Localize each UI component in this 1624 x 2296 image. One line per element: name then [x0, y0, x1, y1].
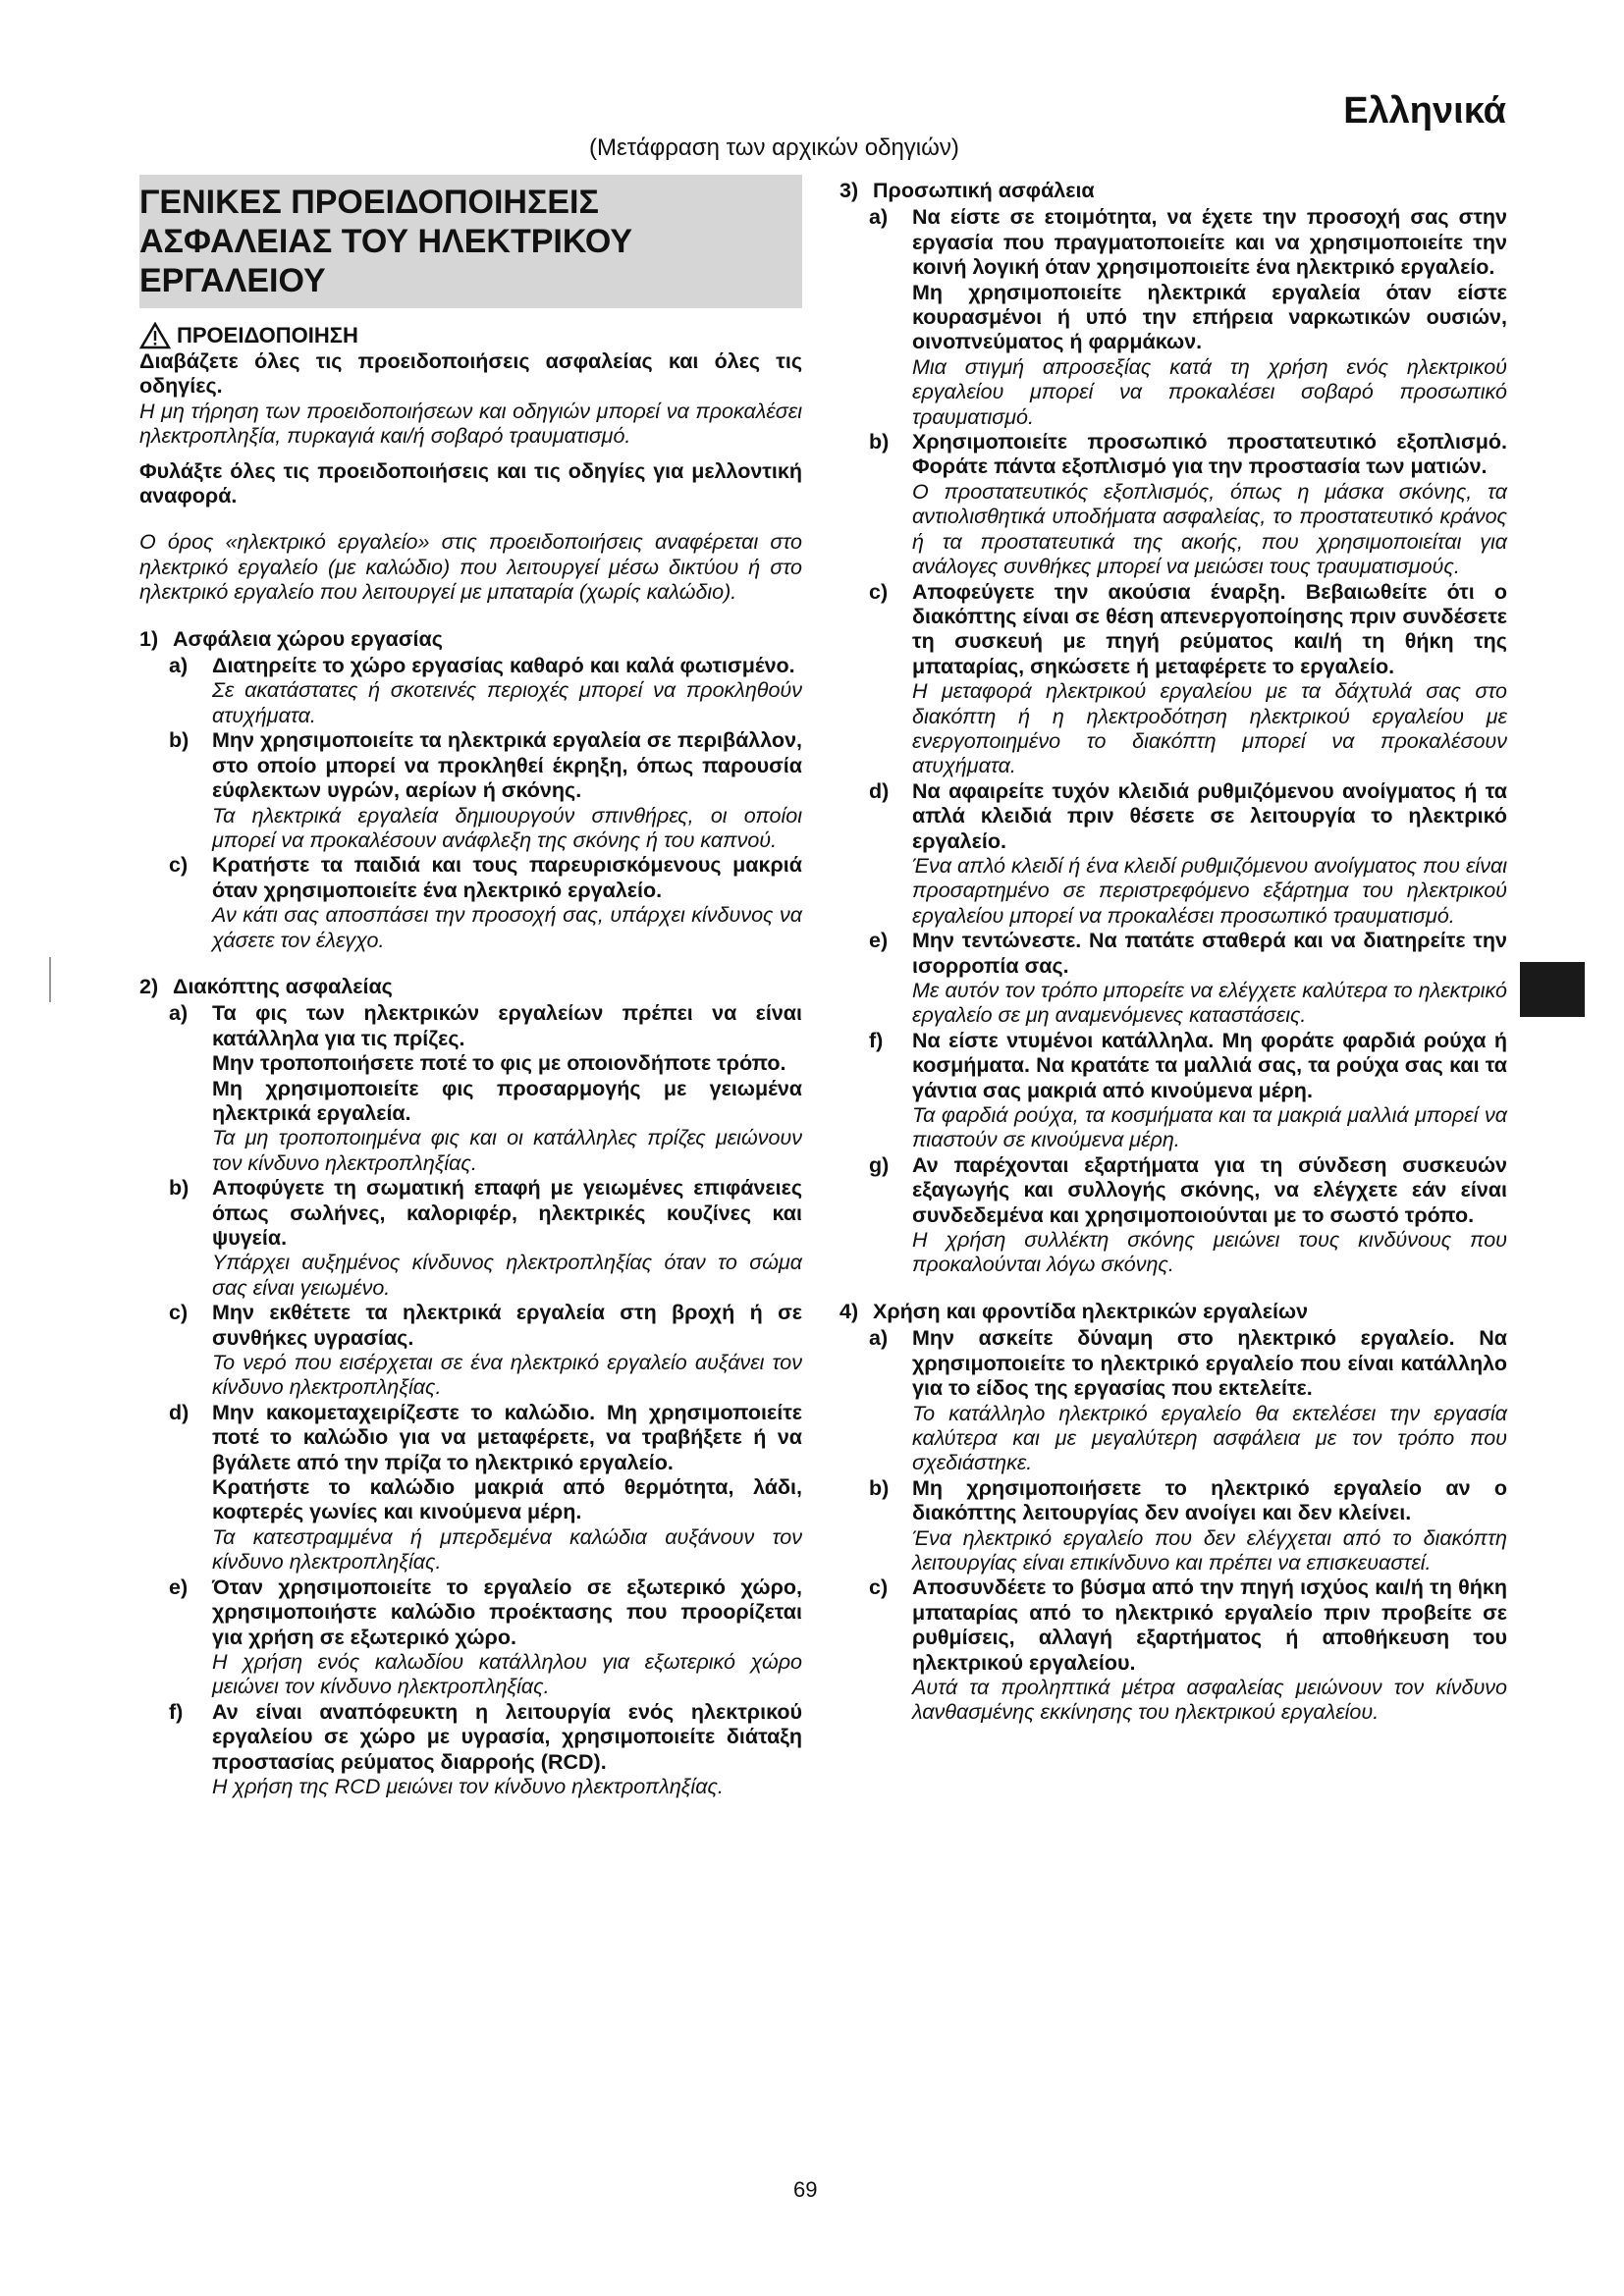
warning-keep: Φυλάξτε όλες τις προειδοποιήσεις και τις οδηγίες για μελλοντική αναφορά. — [139, 458, 802, 508]
warning-heading — [139, 322, 802, 349]
item-instruction: Μην τεντώνεστε. Να πατάτε σταθερά και να διατηρείτε την ισορροπία σας. — [912, 929, 1507, 978]
item-letter: g) — [869, 1152, 890, 1177]
item-explanation: Αν κάτι σας αποσπάσει την προσοχή σας, υπάρχει κίνδυνος να χάσετε τον έλεγχο. — [212, 903, 802, 952]
item-letter: c) — [169, 1301, 189, 1325]
warning-label: ΠΡΟΕΙΔΟΠΟΙΗΣΗ — [177, 323, 358, 348]
list-item — [869, 929, 1507, 1029]
item-letter: b) — [869, 1475, 890, 1500]
item-instruction: Μην τροποποιήσετε ποτέ το φις με οποιονδήποτε τρόπο. — [212, 1051, 786, 1076]
item-letter: b) — [169, 728, 189, 753]
item-instruction: Χρησιμοποιείτε προσωπικό προστατευτικό εξοπλισμό. Φοράτε πάντα εξοπλισμό για την προστασία των ματιών. — [912, 430, 1507, 479]
item-instruction: Αποφύγετε τη σωματική επαφή με γειωμένες επιφάνειες όπως σωλήνες, καλοριφέρ, ηλεκτρικές κουζίνες και ψυγεία. — [212, 1176, 802, 1250]
item-explanation: Ένα απλό κλειδί ή ένα κλειδί ρυθμιζόμενου ανοίγματος που είναι προσαρτημένο σε περιστρεφόμενο εξάρτημα του ηλεκτρικού εργαλείου μπορεί να προκαλέσει προσωπικό τραυματισμό. — [912, 853, 1507, 928]
item-explanation: Τα φαρδιά ρούχα, τα κοσμήματα και τα μακριά μαλλιά μπορεί να πιαστούν σε κινούμενα μέρη. — [912, 1103, 1507, 1152]
item-instruction: Όταν χρησιμοποιείτε το εργαλείο σε εξωτερικό χώρο, χρησιμοποιήστε καλώδιο προέκτασης που προορίζεται για χρήση σε εξωτερικό χώρο. — [212, 1575, 802, 1649]
item-explanation: Υπάρχει αυξημένος κίνδυνος ηλεκτροπληξίας όταν το σώμα σας είναι γειωμένο. — [212, 1251, 802, 1300]
list-item — [869, 580, 1507, 779]
list-item — [869, 1029, 1507, 1153]
item-letter: b) — [169, 1176, 189, 1201]
item-instruction: Αν παρέχονται εξαρτήματα για τη σύνδεση συσκευών εξαγωγής και συλλογής σκόνης, να ελέγχετε εάν είναι συνδεδεμένα και χρησιμοποιούνται με το σωστό τρόπο. — [912, 1152, 1507, 1227]
list-item — [869, 1476, 1507, 1576]
item-instruction: Μην κακομεταχειρίζεστε το καλώδιο. Μη χρησιμοποιείτε ποτέ το καλώδιο για να μεταφέρετε, να τραβήξετε ή να βγάλετε από την πρίζα το ηλεκτρικό εργαλείο. — [212, 1400, 802, 1474]
list-item — [169, 1700, 802, 1800]
item-instruction: Μην εκθέτετε τα ηλεκτρικά εργαλεία στη βροχή ή σε συνθήκες υγρασίας. — [212, 1301, 802, 1350]
item-instruction: Μη χρησιμοποιήσετε το ηλεκτρικό εργαλείο αν ο διακόπτης λειτουργίας δεν ανοίγει και δεν κλείνει. — [912, 1475, 1507, 1525]
section-title — [139, 175, 802, 308]
item-instruction: Να αφαιρείτε τυχόν κλειδιά ρυθμιζόμενου ανοίγματος ή τα απλά κλειδιά πριν θέσετε σε λειτουργία το ηλεκτρικό εργαλείο. — [912, 778, 1507, 853]
item-letter: a) — [869, 205, 889, 230]
list-item — [169, 1575, 802, 1700]
item-instruction: Μην ασκείτε δύναμη στο ηλεκτρικό εργαλείο. Να χρησιμοποιείτε το ηλεκτρικό εργαλείο που είναι κατάλληλο για το είδος της εργασίας που εκτελείτε. — [912, 1326, 1507, 1401]
page-number: 69 — [793, 2177, 818, 2202]
item-explanation: Τα κατεστραμμένα ή μπερδεμένα καλώδια αυξάνουν τον κίνδυνο ηλεκτροπληξίας. — [212, 1524, 802, 1575]
item-explanation: Η χρήση συλλέκτη σκόνης μειώνει τους κινδύνους που προκαλούνται λόγω σκόνης. — [912, 1228, 1507, 1277]
item-instruction: Αν είναι αναπόφευκτη η λειτουργία ενός ηλεκτρικού εργαλείου σε χώρο με υγρασία, χρησιμοποιείτε διάταξη προστασίας ρεύματος διαρροής (RCD). — [212, 1699, 802, 1774]
item-instruction: Μη χρησιμοποιείτε φις προσαρμογής με γειωμένα ηλεκτρικά εργαλεία. — [212, 1076, 802, 1125]
item-letter: a) — [169, 654, 189, 678]
item-letter: d) — [169, 1400, 189, 1424]
item-instruction: Να είστε ντυμένοι κατάλληλα. Μη φοράτε φαρδιά ρούχα ή κοσμήματα. Να κρατάτε τα μαλλιά σας, τα ρούχα σας και τα γάντια σας μακριά από κινούμενα μέρη. — [912, 1028, 1507, 1102]
list-item — [169, 1301, 802, 1401]
item-instruction: Μη χρησιμοποιείτε ηλεκτρικά εργαλεία όταν είστε κουρασμένοι ή υπό την επήρεια ναρκωτικών ουσιών, οινοπνεύματος ή φαρμάκων. — [912, 280, 1507, 354]
list-item — [869, 205, 1507, 430]
item-letter: a) — [869, 1326, 889, 1351]
section-title-text: Διακόπτης ασφαλείας — [173, 974, 393, 998]
warning-definition: Ο όρος «ηλεκτρικό εργαλείο» στις προειδοποιήσεις αναφέρεται στο ηλεκτρικό εργαλείο (με καλώδιο) που λειτουργεί μέσω δικτύου ή στο ηλεκτρικό εργαλείο που λειτουργεί με μπαταρία (χωρίς καλώδιο). — [139, 530, 802, 605]
item-letter: d) — [869, 778, 890, 803]
list-item — [169, 1401, 802, 1575]
list-item — [169, 728, 802, 853]
item-explanation: Αυτά τα προληπτικά μέτρα ασφαλείας μειώνουν τον κίνδυνο λανθασμένης εκκίνησης του ηλεκτρικού εργαλείου. — [912, 1675, 1507, 1725]
item-explanation: Σε ακατάστατες ή σκοτεινές περιοχές μπορεί να προκληθούν ατυχήματα. — [212, 678, 802, 727]
item-instruction: Να είστε σε ετοιμότητα, να έχετε την προσοχή σας στην εργασία που πραγματοποιείτε και να χρησιμοποιείτε την κοινή λογική όταν χρησιμοποιείτε ένα ηλεκτρικό εργαλείο. — [912, 205, 1507, 280]
list-item — [869, 1575, 1507, 1725]
item-letter: f) — [869, 1028, 884, 1052]
item-letter: c) — [869, 1575, 889, 1600]
section-2-heading — [139, 975, 802, 999]
list-item — [169, 853, 802, 953]
item-explanation: Το κατάλληλο ηλεκτρικό εργαλείο θα εκτελέσει την εργασία καλύτερα και με μεγαλύτερη ασφάλεια με τον τρόπο που σχεδιάστηκε. — [912, 1401, 1507, 1475]
item-letter: b) — [869, 430, 890, 454]
list-item — [169, 654, 802, 728]
item-explanation: Ένα ηλεκτρικό εργαλείο που δεν ελέγχεται από το διακόπτη λειτουργίας είναι επικίνδυνο και πρέπει να επισκευαστεί. — [912, 1525, 1507, 1575]
item-letter: c) — [869, 579, 889, 604]
item-explanation: Μια στιγμή απροσεξίας κατά τη χρήση ενός ηλεκτρικού εργαλείου μπορεί να προκαλέσει σοβαρό προσωπικό τραυματισμό. — [912, 354, 1507, 429]
item-letter: e) — [169, 1575, 189, 1599]
item-explanation: Η μεταφορά ηλεκτρικού εργαλείου με τα δάχτυλά σας στο διακόπτη ή η ηλεκτροδότηση ηλεκτρικού εργαλείου με ενεργοποιημένο το διακόπτη μπορεί να προκαλέσουν ατυχήματα. — [912, 679, 1507, 778]
section-title-text: Ασφάλεια χώρου εργασίας — [173, 626, 443, 651]
warning-read-all: Διαβάζετε όλες τις προειδοποιήσεις ασφαλείας και όλες τις οδηγίες. — [139, 349, 802, 399]
item-explanation: Με αυτόν τον τρόπο μπορείτε να ελέγχετε καλύτερα το ηλεκτρικό εργαλείο σε μη αναμενόμενες καταστάσεις. — [912, 979, 1507, 1028]
list-item — [169, 1001, 802, 1176]
language-heading: Ελληνικά — [1343, 90, 1506, 132]
section-4-heading — [839, 1300, 1507, 1324]
list-item — [869, 430, 1507, 579]
list-item — [869, 1326, 1507, 1475]
section-number: 4) — [839, 1299, 859, 1323]
language-tab-marker — [1520, 962, 1585, 1017]
item-letter: c) — [169, 853, 189, 878]
list-item — [869, 779, 1507, 929]
right-column — [839, 175, 1507, 1726]
title-line: ΑΣΦΑΛΕΙΑΣ ΤΟΥ ΗΛΕΚΤΡΙΚΟΥ — [139, 223, 633, 260]
item-instruction: Μην χρησιμοποιείτε τα ηλεκτρικά εργαλεία σε περιβάλλον, στο οποίο μπορεί να προκληθεί έκρηξη, όπως παρουσία εύφλεκτων υγρών, αερίων ή σκόνης. — [212, 728, 802, 803]
item-instruction: Διατηρείτε το χώρο εργασίας καθαρό και καλά φωτισμένο. — [212, 654, 795, 678]
section-title-text: Χρήση και φροντίδα ηλεκτρικών εργαλείων — [873, 1299, 1309, 1323]
list-item — [869, 1153, 1507, 1278]
item-letter: f) — [169, 1699, 184, 1724]
item-instruction: Κρατήστε το καλώδιο μακριά από θερμότητα, λάδι, κοφτερές γωνίες και κινούμενα μέρη. — [212, 1475, 802, 1524]
item-explanation: Το νερό που εισέρχεται σε ένα ηλεκτρικό εργαλείο αυξάνει τον κίνδυνο ηλεκτροπληξίας. — [212, 1351, 802, 1400]
warning-triangle-icon — [139, 322, 171, 349]
item-explanation: Ο προστατευτικός εξοπλισμός, όπως η μάσκα σκόνης, τα αντιολισθητικά υποδήματα ασφαλείας, το προστατευτικό κράνος ή τα προστατευτικά της ακοής, που χρησιμοποιείται για ανάλογες συνθήκες μπορεί να μειώσει τους τραυματισμούς. — [912, 479, 1507, 579]
item-letter: e) — [869, 929, 889, 953]
item-explanation: Η χρήση ενός καλωδίου κατάλληλου για εξωτερικό χώρο μειώνει τον κίνδυνο ηλεκτροπληξίας. — [212, 1649, 802, 1699]
item-instruction: Τα φις των ηλεκτρικών εργαλείων πρέπει να είναι κατάλληλα για τις πρίζες. — [212, 1001, 802, 1050]
section-3-heading — [839, 179, 1507, 203]
item-letter: a) — [169, 1001, 189, 1026]
item-explanation: Η χρήση της RCD μειώνει τον κίνδυνο ηλεκτροπληξίας. — [212, 1774, 724, 1798]
margin-mark — [49, 957, 51, 1002]
section-number: 3) — [839, 179, 859, 202]
translation-note: (Μετάφραση των αρχικών οδηγιών) — [589, 134, 959, 161]
section-1-heading — [139, 627, 802, 652]
section-number: 1) — [139, 626, 159, 651]
item-instruction: Κρατήστε τα παιδιά και τους παρευρισκόμενους μακριά όταν χρησιμοποιείτε ένα ηλεκτρικό εργαλείο. — [212, 853, 802, 902]
section-title-text: Προσωπική ασφάλεια — [873, 179, 1095, 202]
warning-consequence: Η μη τήρηση των προειδοποιήσεων και οδηγιών μπορεί να προκαλέσει ηλεκτροπληξία, πυρκαγιά και/ή σοβαρό τραυματισμό. — [139, 399, 802, 449]
left-column — [139, 175, 802, 1799]
item-instruction: Αποφεύγετε την ακούσια έναρξη. Βεβαιωθείτε ότι ο διακόπτης είναι σε θέση απενεργοποίησης πριν συνδέσετε τη συσκευή με πηγή ρεύματος και/ή τη θήκη της μπαταρίας, σηκώσετε ή μεταφέρετε το εργαλείο. — [912, 579, 1507, 678]
item-explanation: Τα ηλεκτρικά εργαλεία δημιουργούν σπινθήρες, οι οποίοι μπορεί να προκαλέσουν ανάφλεξη της σκόνης ή του καπνού. — [212, 803, 802, 852]
title-line: ΕΡΓΑΛΕΙΟΥ — [139, 262, 326, 299]
item-instruction: Αποσυνδέετε το βύσμα από την πηγή ισχύος και/ή τη θήκη μπαταρίας από το ηλεκτρικό εργαλείο πριν προβείτε σε ρυθμίσεις, αλλαγή εξαρτήματος ή αποθήκευση του ηλεκτρικού εργαλείου. — [912, 1575, 1507, 1675]
section-number: 2) — [139, 974, 159, 998]
item-explanation: Τα μη τροποποιημένα φις και οι κατάλληλες πρίζες μειώνουν τον κίνδυνο ηλεκτροπληξίας. — [212, 1126, 802, 1175]
title-line: ΓΕΝΙΚΕΣ ΠΡΟΕΙΔΟΠΟΙΗΣΕΙΣ — [139, 184, 599, 221]
list-item — [169, 1176, 802, 1301]
